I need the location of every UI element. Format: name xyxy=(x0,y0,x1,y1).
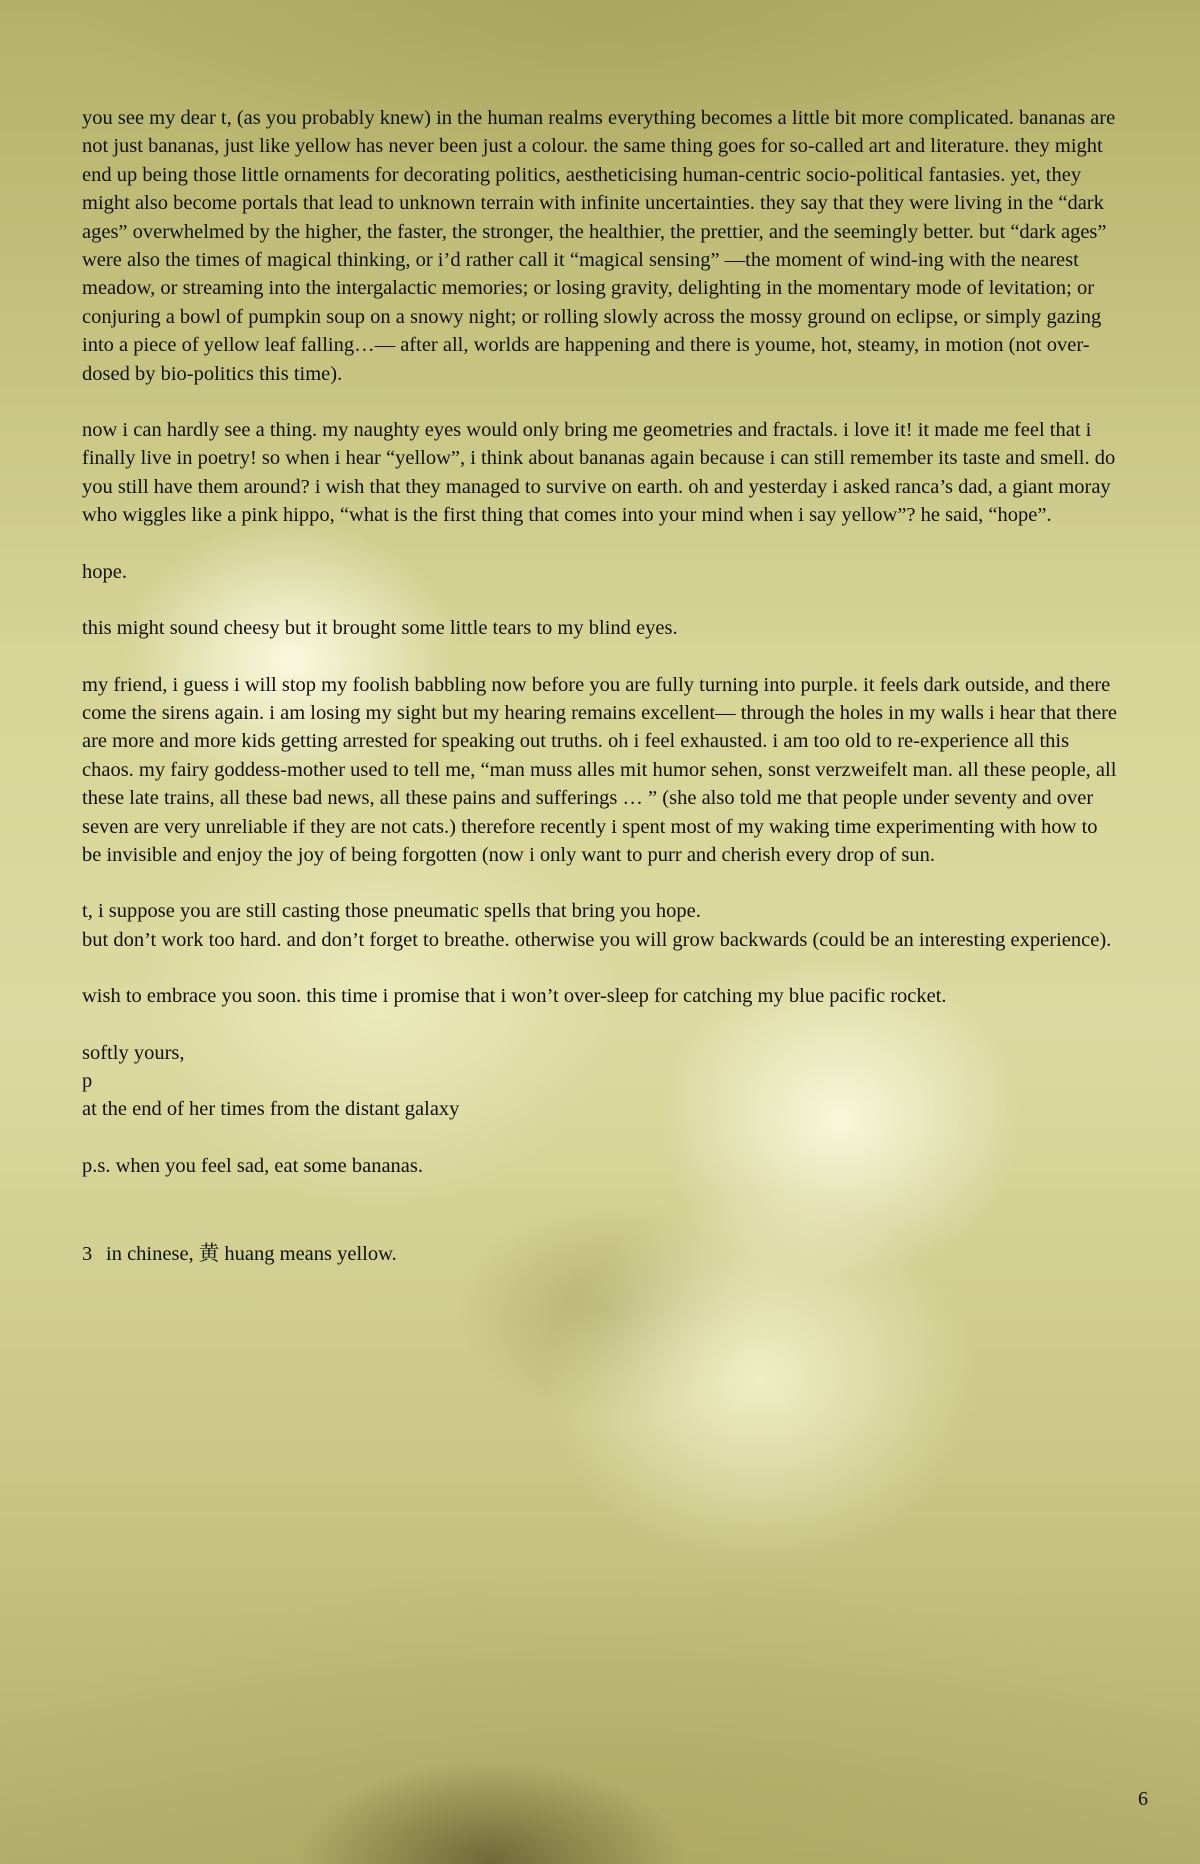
page-number: 6 xyxy=(1138,1788,1148,1810)
paragraph-sirens: my friend, i guess i will stop my foolish babbling now before you are fully turning into purple. it feels dark outside, and there come the sirens again. i am losing my sight but my hearing remains excellent— through the holes in my walls i hear that there are more and more kids getting arrested for speaking out truths. oh i feel exhausted. i am too old to re-experience all this chaos. my fairy goddess-mother used to tell me, “man muss alles mit humor sehen, sonst verzweifelt man. all these people, all these late trains, all these bad news, all these pains and sufferings … ” (she also told me that people under seventy and over seven are very unreliable if they are not cats.) therefore recently i spent most of my waking time experimenting with how to be invisible and enjoy the joy of being forgotten (now i only want to purr and cherish every drop of sun. xyxy=(82,673,1117,866)
footnote-text: in chinese, 黄 huang means yellow. xyxy=(106,1243,397,1266)
signoff: softly yours, p at the end of her times from the distant galaxy xyxy=(82,1041,460,1121)
paragraph-pneumatic-spells: t, i suppose you are still casting those pneumatic spells that bring you hope. but don’t work too hard. and don’t forget to breathe. otherwise you will grow backwards (could be an interesting experience). xyxy=(82,900,1112,951)
paragraph-tears: this might sound cheesy but it brought some little tears to my blind eyes. xyxy=(82,617,678,640)
paragraph-yellow-hope: now i can hardly see a thing. my naughty eyes would only bring me geometries and fractals. i love it! it made me feel that i finally live in poetry! so when i hear “yellow”, i think about bananas again because i can still remember its taste and smell. do you still have them around? i wish that they managed to survive on earth. oh and yesterday i asked ranca’s dad, a giant moray who wiggles like a pink hippo, “what is the first thing that comes into your mind when i say yellow”? he said, “hope”. xyxy=(82,419,1116,527)
footnote xyxy=(82,1240,1122,1268)
paragraph-embrace: wish to embrace you soon. this time i promise that i won’t over-sleep for catching my blue pacific rocket. xyxy=(82,985,947,1008)
letter-body xyxy=(82,104,1122,1268)
postscript: p.s. when you feel sad, eat some bananas. xyxy=(82,1154,423,1177)
paragraph-hope: hope. xyxy=(82,560,127,583)
footnote-number: 3 xyxy=(82,1243,93,1266)
paragraph-dark-ages: you see my dear t, (as you probably knew) in the human realms everything becomes a little bit more complicated. bananas are not just bananas, just like yellow has never been just a colour. the same thing goes for so-called art and literature. they might end up being those little ornaments for decorating politics, aestheticising human-centric socio-political fantasies. yet, they might also become portals that lead to unknown terrain with infinite uncertainties. they say that they were living in the “dark ages” overwhelmed by the higher, the faster, the stronger, the healthier, the prettier, and the seemingly better. but “dark ages” were also the times of magical thinking, or i’d rather call it “magical sensing” —the moment of wind-ing with the nearest meadow, or streaming into the intergalactic memories; or losing gravity, delighting in the momentary mode of levitation; or conjuring a bowl of pumpkin soup on a snowy night; or rolling slowly across the mossy ground on eclipse, or simply gazing into a piece of yellow leaf falling…— after all, worlds are happening and there is youme, hot, steamy, in motion (not over-dosed by bio-politics this time). xyxy=(82,107,1116,385)
